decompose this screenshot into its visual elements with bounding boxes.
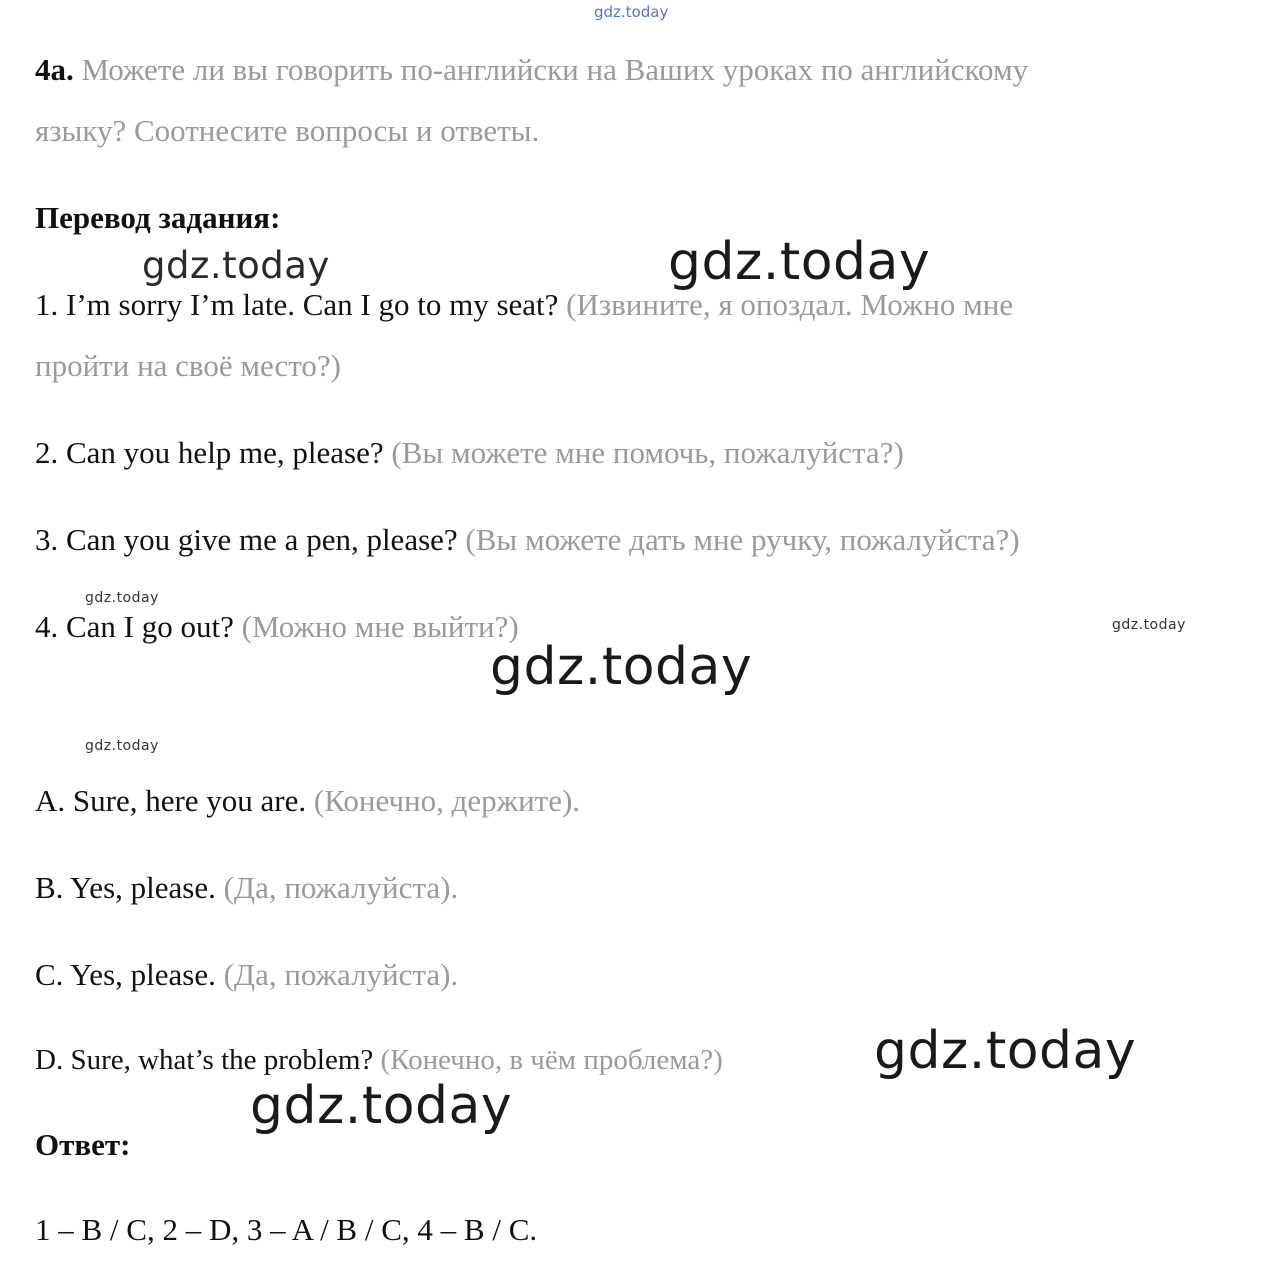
watermark-small: gdz.today xyxy=(85,590,159,606)
watermark-large: gdz.today xyxy=(250,1076,513,1136)
question-4 xyxy=(35,607,519,647)
question-ru: (Можно мне выйти?) xyxy=(241,609,519,644)
answer-en: C. Yes, please. xyxy=(35,957,216,992)
question-en: 1. I’m sorry I’m late. Can I go to my seat? xyxy=(35,287,559,322)
task-text: Можете ли вы говорить по-английски на Ваших уроках по английскому xyxy=(81,52,1029,87)
answer-b xyxy=(35,868,458,908)
question-ru: (Вы можете мне помочь, пожалуйста?) xyxy=(391,435,904,470)
question-en: 2. Can you help me, please? xyxy=(35,435,384,470)
watermark-medium: gdz.today xyxy=(142,244,330,287)
answer-c xyxy=(35,955,458,995)
watermark-large: gdz.today xyxy=(668,232,931,292)
answer-heading: Ответ: xyxy=(35,1127,131,1162)
question-2 xyxy=(35,433,904,473)
answer-ru: (Конечно, держите). xyxy=(313,783,581,818)
answer-en: A. Sure, here you are. xyxy=(35,783,307,818)
watermark-large: gdz.today xyxy=(490,637,753,697)
answer-en: B. Yes, please. xyxy=(35,870,216,905)
answer-ru: (Конечно, в чём проблема?) xyxy=(380,1044,723,1076)
question-ru: (Извините, я опоздал. Можно мне xyxy=(566,287,1014,322)
question-1 xyxy=(35,285,1013,325)
watermark-small: gdz.today xyxy=(85,738,159,754)
question-en: 4. Can I go out? xyxy=(35,609,234,644)
question-3 xyxy=(35,520,1020,560)
watermark-top: gdz.today xyxy=(594,3,669,21)
answer-ru: (Да, пожалуйста). xyxy=(223,957,459,992)
answer-a xyxy=(35,781,580,821)
question-1-ru-cont: пройти на своё место?) xyxy=(35,348,341,383)
answer-d xyxy=(35,1040,723,1080)
translation-heading: Перевод задания: xyxy=(35,200,281,235)
question-en: 3. Can you give me a pen, please? xyxy=(35,522,458,557)
watermark-small: gdz.today xyxy=(1112,617,1186,633)
answer-ru: (Да, пожалуйста). xyxy=(223,870,459,905)
question-ru: (Вы можете дать мне ручку, пожалуйста?) xyxy=(465,522,1020,557)
task-line-1 xyxy=(35,50,1028,90)
task-number: 4a. xyxy=(35,52,74,87)
answer-en: D. Sure, what’s the problem? xyxy=(35,1044,374,1076)
watermark-large: gdz.today xyxy=(874,1021,1137,1081)
task-line-2: языку? Соотнесите вопросы и ответы. xyxy=(35,113,540,148)
answer-text: 1 – B / C, 2 – D, 3 – A / B / C, 4 – B / C. xyxy=(35,1212,538,1247)
